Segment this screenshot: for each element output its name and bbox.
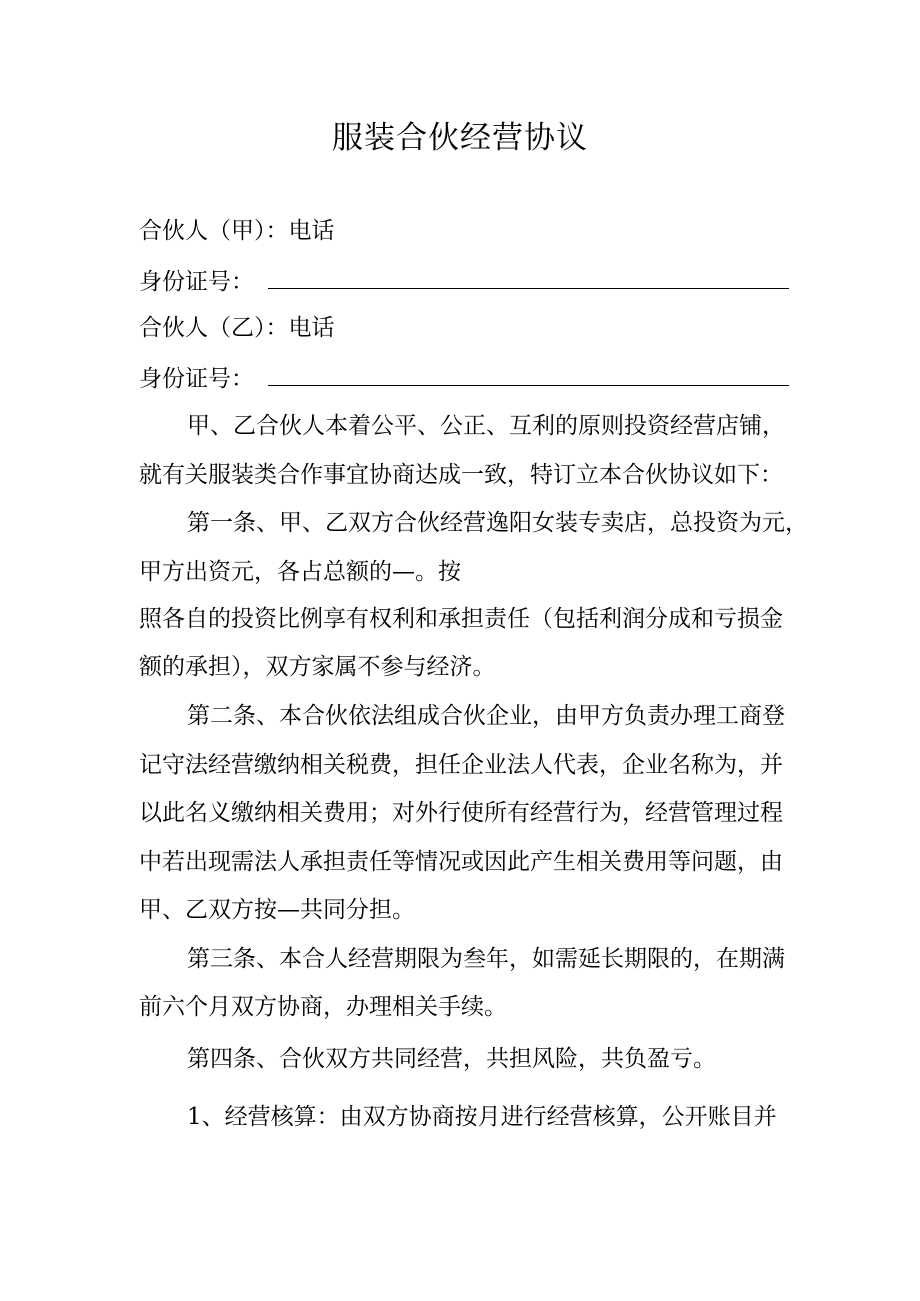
body-line: 就有关服装类合作事宜协商达成一致，特订立本合伙协议如下： — [139, 462, 783, 488]
body-line: 照各自的投资比例享有权利和承担责任（包括利润分成和亏损金 — [139, 606, 783, 632]
body-line: 额的承担），双方家属不参与经济。 — [139, 654, 496, 680]
body-line: 甲、乙双方按—共同分担。 — [139, 897, 415, 923]
id-b-blank — [268, 361, 789, 386]
body-line: 第三条、本合人经营期限为叁年，如需延长期限的，在期满 — [187, 946, 785, 972]
body-line: 第一条、甲、乙双方合伙经营逸阳女装专卖店，总投资为元， — [187, 510, 808, 536]
document-title: 服装合伙经营协议 — [332, 120, 588, 156]
body-line: 记守法经营缴纳相关税费，担任企业法人代表，企业名称为，并 — [139, 752, 783, 778]
body-line: 以此名义缴纳相关费用；对外行使所有经营行为，经营管理过程 — [139, 800, 783, 826]
id-a-line — [139, 264, 789, 298]
body-line: 甲、乙合伙人本着公平、公正、互利的原则投资经营店铺， — [187, 413, 785, 439]
id-a-blank — [268, 264, 789, 289]
id-a-label: 身份证号： — [139, 269, 254, 295]
body-line: 前六个月双方协商，办理相关手续。 — [139, 994, 507, 1020]
body-line: 第四条、合伙双方共同经营，共担风险，共负盈亏。 — [187, 1046, 716, 1072]
body-line: 中若出现需法人承担责任等情况或因此产生相关费用等问题，由 — [139, 849, 783, 875]
partner-a-line: 合伙人（甲）：电话 — [139, 218, 335, 244]
id-b-line — [139, 361, 789, 395]
partner-b-line: 合伙人（乙）：电话 — [139, 315, 335, 341]
body-line: 1、经营核算：由双方协商按月进行经营核算，公开账目并 — [187, 1104, 777, 1130]
body-line: 甲方出资元，各占总额的—。按 — [139, 559, 461, 585]
id-b-label: 身份证号： — [139, 366, 254, 392]
body-line: 第二条、本合伙依法组成合伙企业，由甲方负责办理工商登 — [187, 703, 785, 729]
